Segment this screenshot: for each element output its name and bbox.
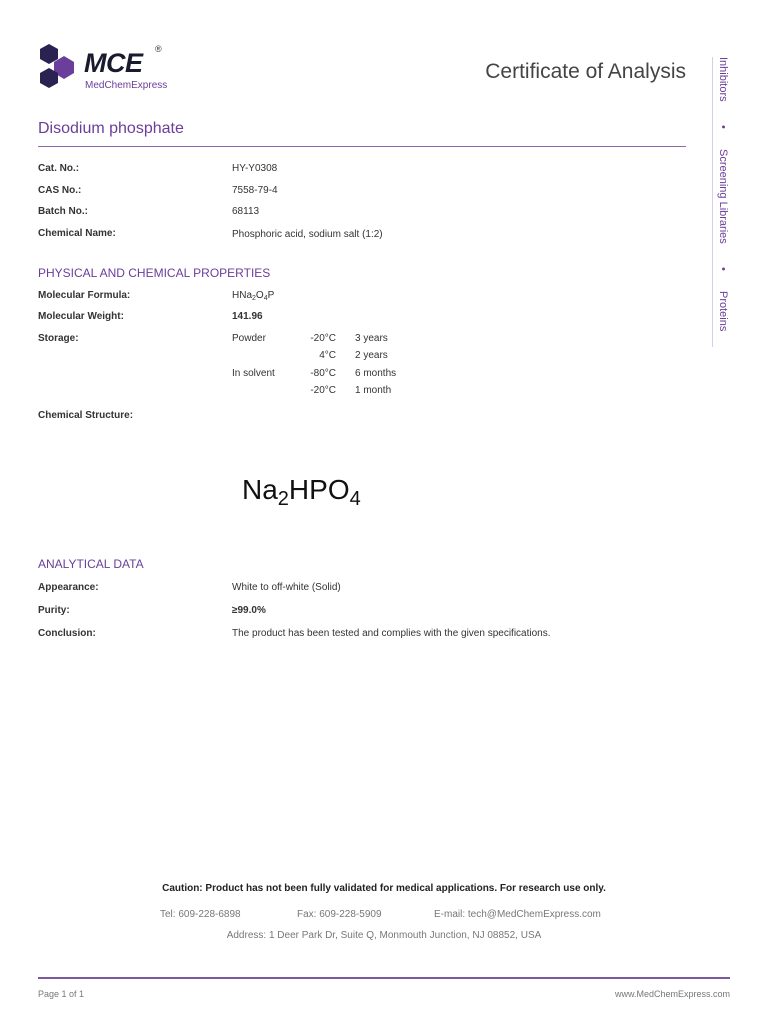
storage-temp: 4°C <box>319 350 336 361</box>
contact-address: Address: 1 Deer Park Dr, Suite Q, Monmouth Junction, NJ 08852, USA <box>226 930 542 941</box>
formula-label: Molecular Formula: <box>38 290 131 301</box>
cas-no-value: 7558-79-4 <box>232 185 278 196</box>
contact-tel: Tel: 609-228-6898 <box>160 909 241 920</box>
cat-no-value: HY-Y0308 <box>232 163 278 174</box>
chemical-name-label: Chemical Name: <box>38 228 116 239</box>
cat-no-label: Cat. No.: <box>38 163 80 174</box>
contact-fax: Fax: 609-228-5909 <box>297 909 382 920</box>
storage-temp: -80°C <box>310 368 336 379</box>
document-title: Certificate of Analysis <box>485 60 686 83</box>
side-nav-proteins[interactable]: Proteins <box>717 291 729 332</box>
analytical-heading: ANALYTICAL DATA <box>38 557 144 571</box>
formula-value: $HNa_2O_4P$ <box>232 290 275 302</box>
chemical-structure: $Na_2HPO_4$ <box>242 474 361 510</box>
side-nav-inhibitors[interactable]: Inhibitors <box>717 57 729 102</box>
side-nav-screening-libraries[interactable]: Screening Libraries <box>717 149 729 244</box>
website-link[interactable]: www.MedChemExpress.com <box>614 989 730 999</box>
conclusion-label: Conclusion: <box>38 628 96 639</box>
storage-temp: -20°C <box>310 385 336 396</box>
weight-label: Molecular Weight: <box>38 311 124 322</box>
side-nav-separator: • <box>717 125 729 129</box>
side-nav-separator: • <box>717 267 729 271</box>
registered-mark: ® <box>155 44 162 54</box>
side-nav <box>712 57 737 347</box>
storage-time: 2 years <box>355 350 388 361</box>
storage-time: 3 years <box>355 333 388 344</box>
product-name: Disodium phosphate <box>38 120 184 137</box>
properties-heading: PHYSICAL AND CHEMICAL PROPERTIES <box>38 266 271 280</box>
logo-subtitle: MedChemExpress <box>85 80 168 91</box>
structure-label: Chemical Structure: <box>38 410 134 421</box>
storage-form: In solvent <box>232 368 275 379</box>
page-number: Page 1 of 1 <box>38 989 85 999</box>
logo-wordmark: MCE <box>84 48 143 78</box>
divider <box>38 146 686 147</box>
storage-temp: -20°C <box>310 333 336 344</box>
contact-email[interactable]: E-mail: tech@MedChemExpress.com <box>434 909 601 920</box>
appearance-value: White to off-white (Solid) <box>232 582 341 593</box>
storage-time: 6 months <box>355 368 397 379</box>
appearance-label: Appearance: <box>38 582 99 593</box>
purity-label: Purity: <box>38 605 70 616</box>
batch-no-value: 68113 <box>232 206 260 217</box>
storage-form: Powder <box>232 333 266 344</box>
conclusion-value: The product has been tested and complies with the given specifications. <box>232 628 551 639</box>
mce-logo-mark-icon <box>38 42 82 90</box>
caution-note: Caution: Product has not been fully validated for medical applications. For research use only. <box>162 883 606 894</box>
storage-time: 1 month <box>355 385 392 396</box>
chemical-name-value: Phosphoric acid, sodium salt (1:2) <box>232 229 383 240</box>
storage-label: Storage: <box>38 333 79 344</box>
cas-no-label: CAS No.: <box>38 185 82 196</box>
weight-value: 141.96 <box>232 311 263 322</box>
purity-value: ≥99.0% <box>232 605 266 616</box>
batch-no-label: Batch No.: <box>38 206 88 217</box>
footer-divider <box>38 977 730 979</box>
